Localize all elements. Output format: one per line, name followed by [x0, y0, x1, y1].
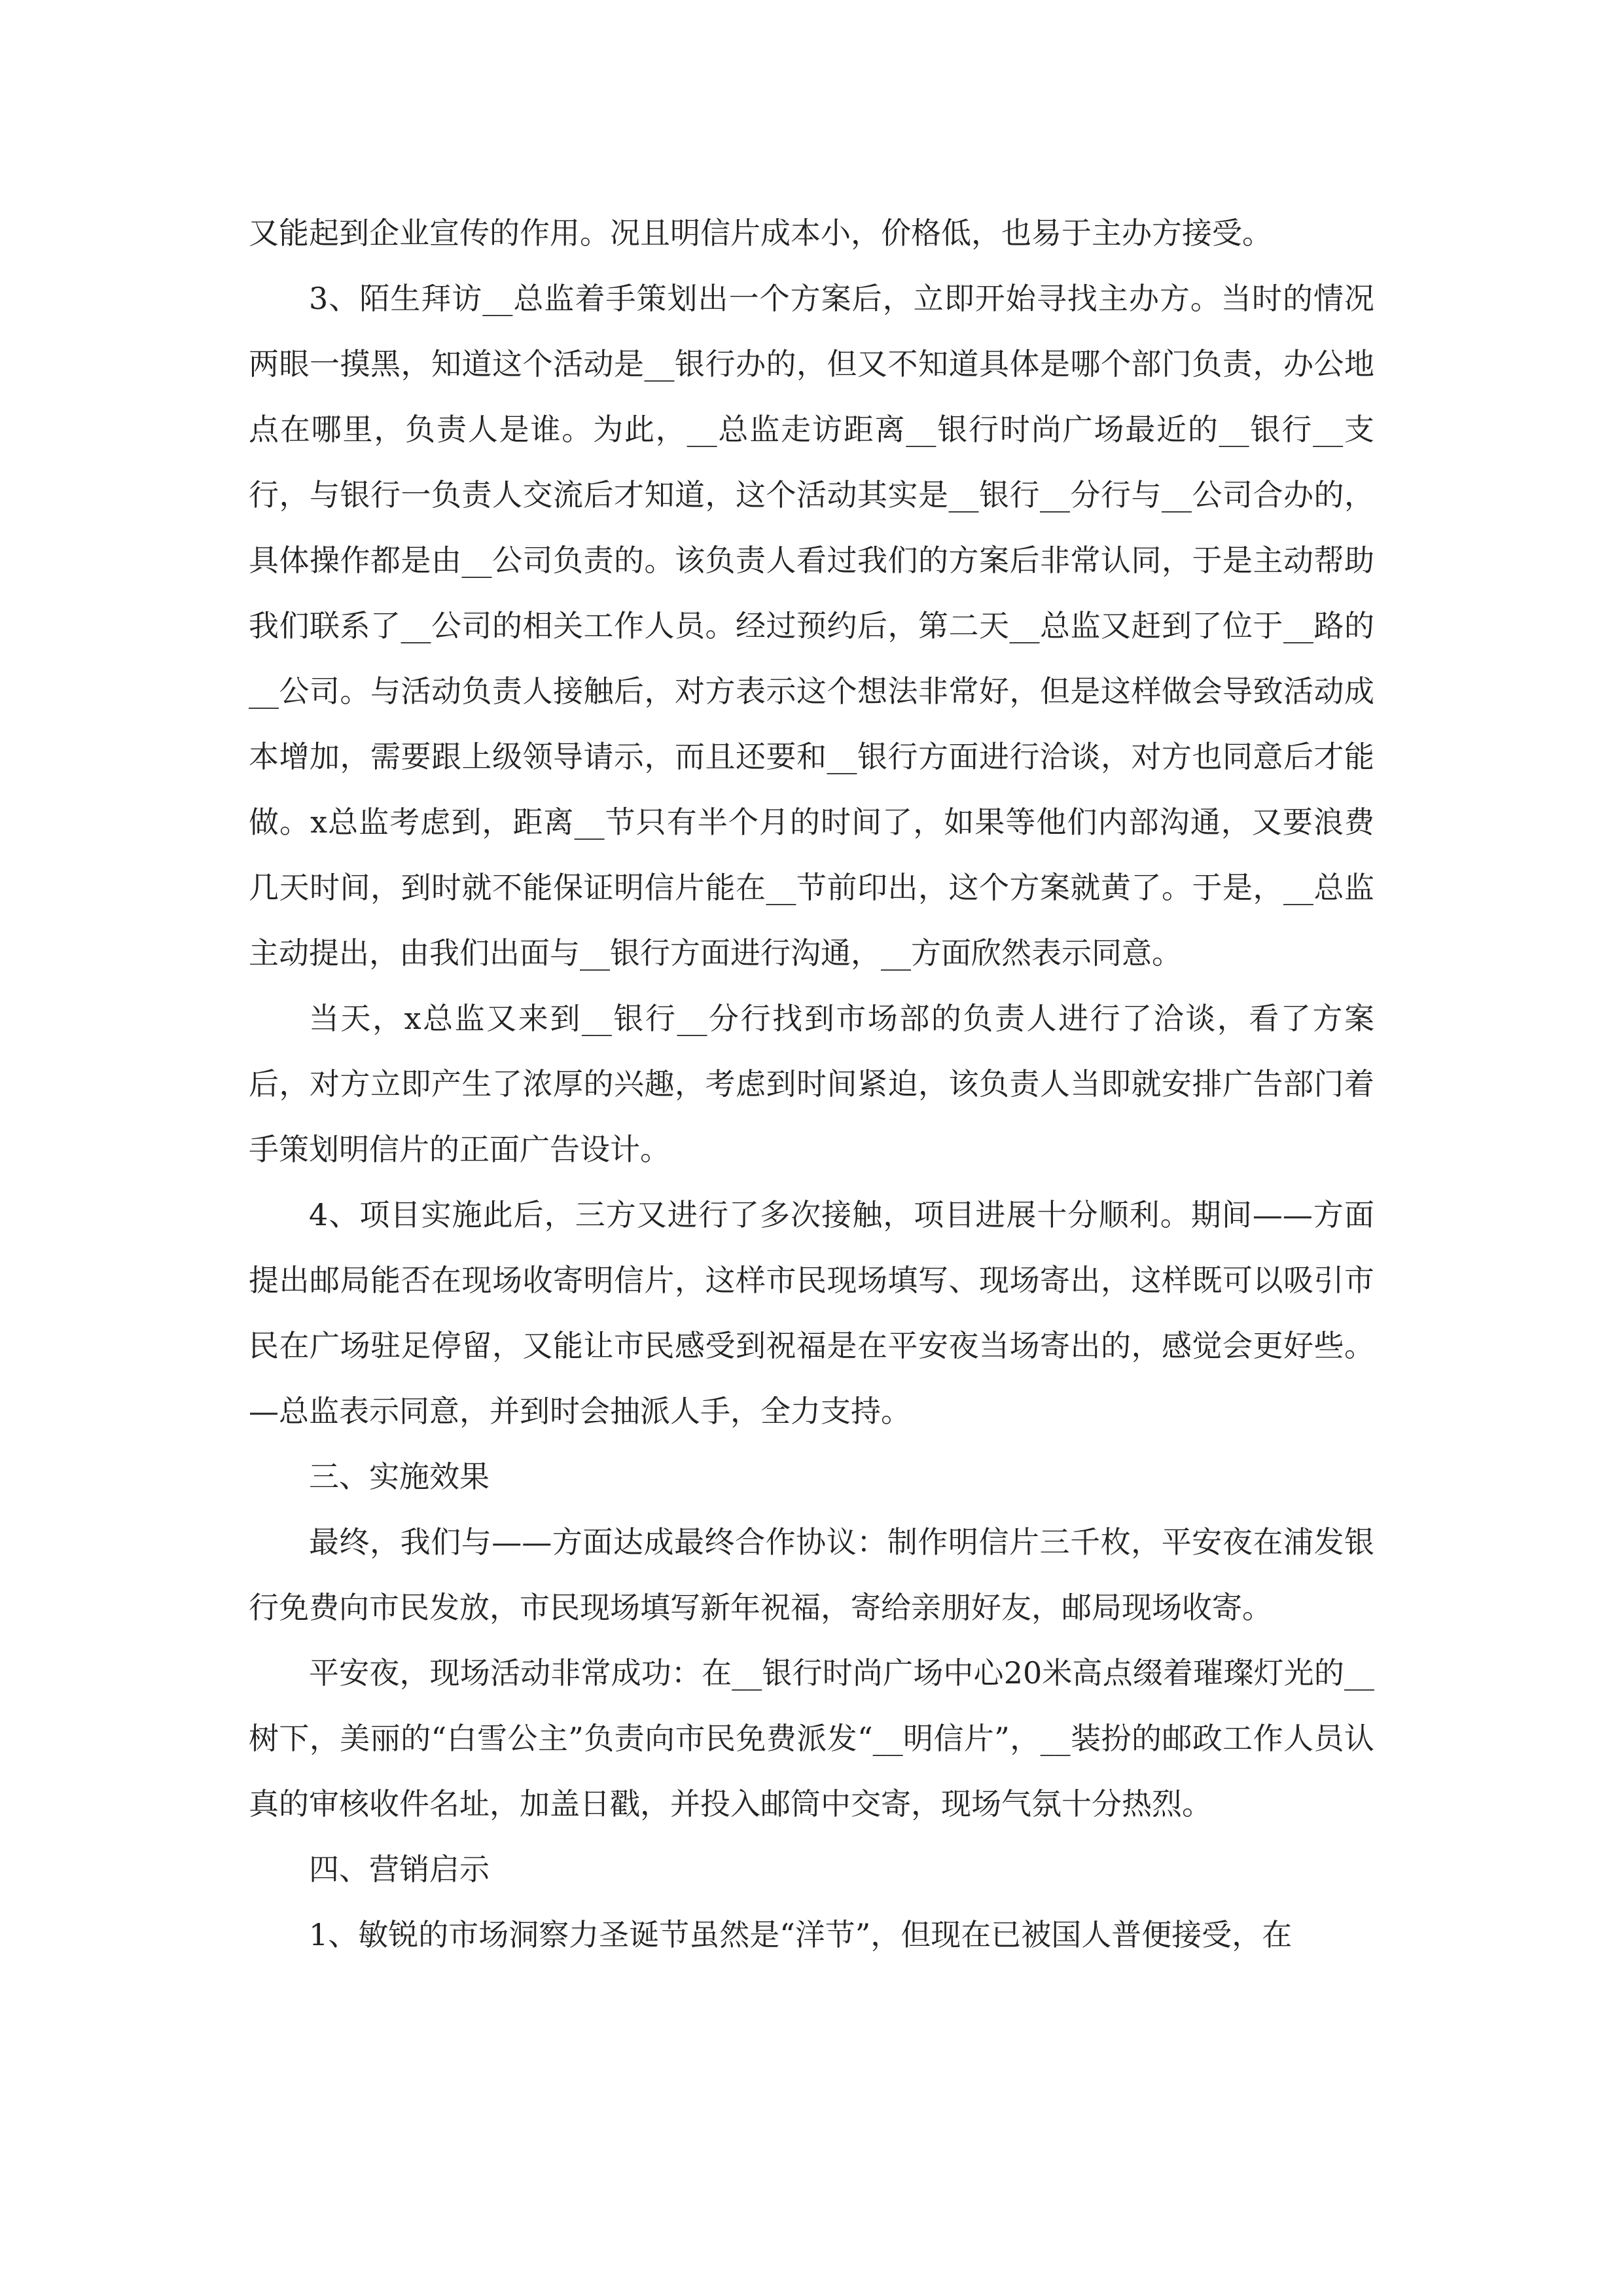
document-page [249, 200, 1374, 1967]
paragraph-market-insight: 1、敏锐的市场洞察力圣诞节虽然是“洋节”，但现在已被国人普便接受，在 [309, 1917, 1293, 1952]
section-heading-insights: 四、营销启示 [309, 1852, 490, 1887]
paragraph-agreement: 最终，我们与——方面达成最终合作协议：制作明信片三千枚，平安夜在浦发银行免费向市民发放，市民现场填写新年祝福，寄给亲朋好友，邮局现场收寄。 [249, 1524, 1374, 1625]
paragraph-continuation: 又能起到企业宣传的作用。况且明信片成本小，价格低，也易于主办方接受。 [249, 215, 1272, 251]
paragraph-implementation: 4、项目实施此后，三方又进行了多次接触，项目进展十分顺利。期间——方面提出邮局能否在现场收寄明信片，这样市民现场填写、现场寄出，这样既可以吸引市民在广场驻足停留，又能让市民感受到祝福是在平安夜当场寄出的，感觉会更好些。—总监表示同意，并到时会抽派人手，全力支持。 [249, 1197, 1374, 1429]
section-heading-results: 三、实施效果 [309, 1459, 490, 1494]
paragraph-cold-visit: 3、陌生拜访__总监着手策划出一个方案后，立即开始寻找主办方。当时的情况两眼一摸黑，知道这个活动是__银行办的，但又不知道具体是哪个部门负责，办公地点在哪里，负责人是谁。为此，__总监走访距离__银行时尚广场最近的__银行__支行，与银行一负责人交流后才知道，这个活动其实是__银行__分行与__公司合办的，具体操作都是由__公司负责的。该负责人看过我们的方案后非常认同，于是主动帮助我们联系了__公司的相关工作人员。经过预约后，第二天__总监又赶到了位于__路的__公司。与活动负责人接触后，对方表示这个想法非常好，但是这样做会导致活动成本增加，需要跟上级领导请示，而且还要和__银行方面进行洽谈，对方也同意后才能做。x总监考虑到，距离__节只有半个月的时间了，如果等他们内部沟通，又要浪费几天时间，到时就不能保证明信片能在__节前印出，这个方案就黄了。于是，__总监主动提出，由我们出面与__银行方面进行沟通，__方面欣然表示同意。 [249, 281, 1374, 971]
paragraph-christmas-eve: 平安夜，现场活动非常成功：在__银行时尚广场中心20米高点缀着璀璨灯光的__树下，美丽的“白雪公主”负责向市民免费派发“__明信片”，__装扮的邮政工作人员认真的审核收件名址，加盖日戳，并投入邮筒中交寄，现场气氛十分热烈。 [249, 1655, 1374, 1821]
paragraph-same-day: 当天，x总监又来到__银行__分行找到市场部的负责人进行了洽谈，看了方案后，对方立即产生了浓厚的兴趣，考虑到时间紧迫，该负责人当即就安排广告部门着手策划明信片的正面广告设计。 [249, 1001, 1374, 1167]
